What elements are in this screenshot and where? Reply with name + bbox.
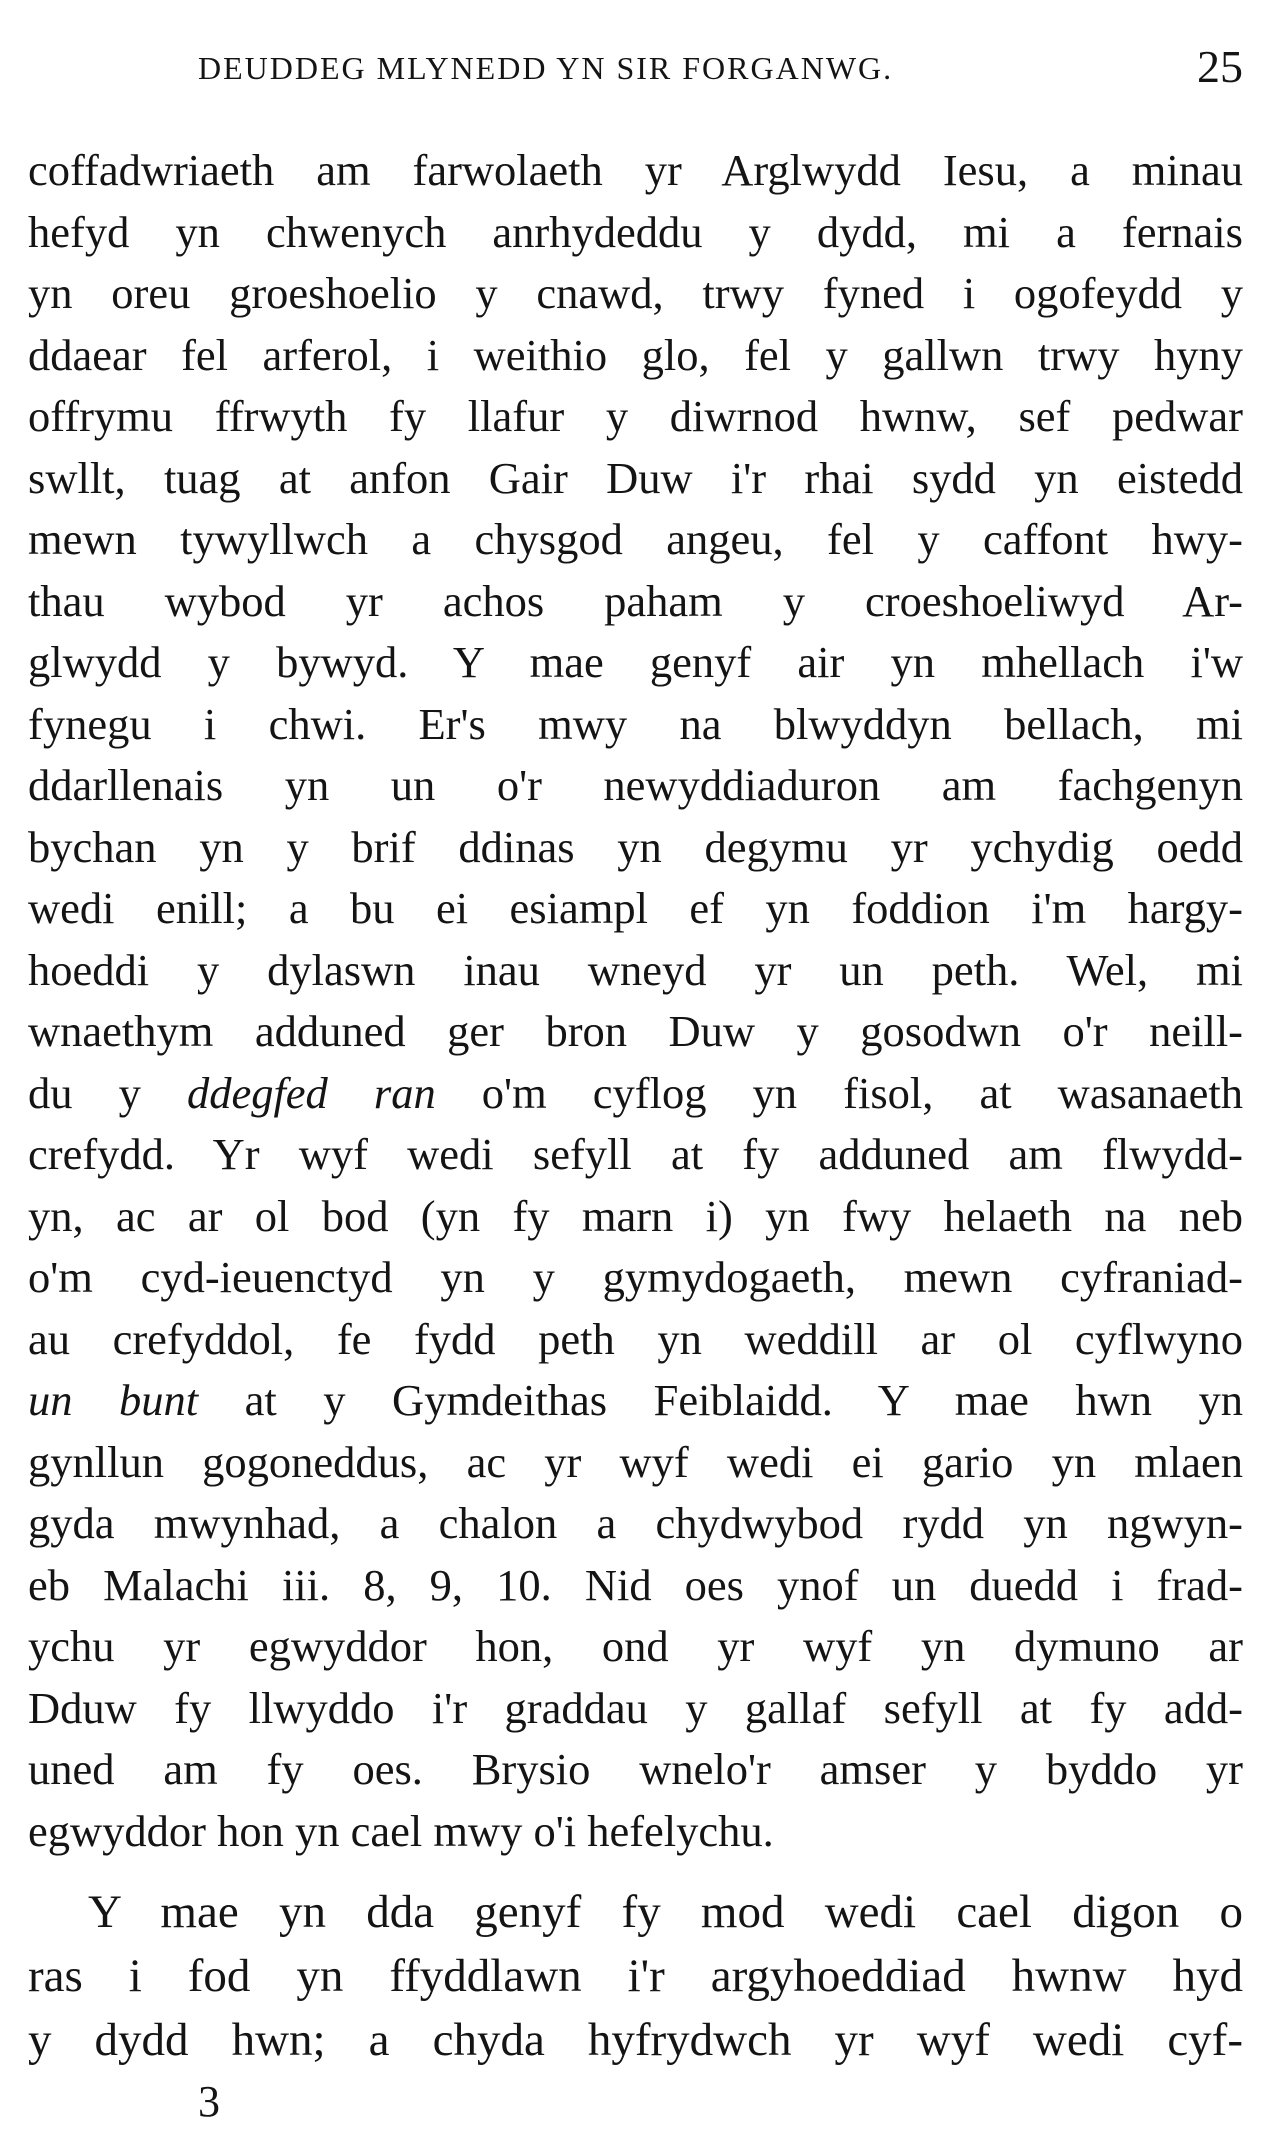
paragraph-1 [28, 140, 1243, 1862]
text-line: au crefyddol, fe fydd peth yn weddill ar ol cyflwyno [28, 1313, 1243, 1364]
text-line: hefyd yn chwenych anrhydeddu y dydd, mi a fernais [28, 206, 1243, 257]
signature-mark: 3 [198, 2077, 220, 2126]
line-segment: at y Gymdeithas Feiblaidd. Y mae hwn yn [198, 1375, 1243, 1425]
line-segment: du y [28, 1067, 187, 1118]
text-line: thau wybod yr achos paham y croeshoeliwyd Ar- [28, 575, 1243, 626]
text-line: wnaethym adduned ger bron Duw y gosodwn o'r neill- [28, 1006, 1243, 1056]
text-line: uned am fy oes. Brysio wnelo'r amser y byddo yr [28, 1744, 1243, 1794]
text-line: gynllun gogoneddus, ac yr wyf wedi ei gario yn mlaen [28, 1436, 1243, 1487]
text-line: ychu yr egwyddor hon, ond yr wyf yn dymuno ar [28, 1621, 1243, 1671]
text-line-with-italic [28, 1063, 1243, 1125]
running-head [28, 40, 1243, 110]
text-line: gyda mwynhad, a chalon a chydwybod rydd yn ngwyn- [28, 1498, 1243, 1548]
text-line: eb Malachi iii. 8, 9, 10. Nid oes ynof un duedd i frad- [28, 1559, 1243, 1610]
text-line: bychan yn y brif ddinas yn degymu yr ychydig oedd [28, 821, 1243, 872]
text-line: Y mae yn dda genyf fy mod wedi cael digon o [88, 1886, 1243, 1938]
running-title: DEUDDEG MLYNEDD YN SIR FORGANWG. [198, 50, 894, 86]
page-number: 25 [1197, 41, 1243, 92]
text-line: glwydd y bywyd. Y mae genyf air yn mhellach i'w [28, 637, 1243, 687]
text-line: Dduw fy llwyddo i'r graddau y gallaf sefyll at fy add- [28, 1682, 1243, 1733]
text-line: mewn tywyllwch a chysgod angeu, fel y caffont hwy- [28, 514, 1243, 564]
text-line: offrymu ffrwyth fy llafur y diwrnod hwnw, sef pedwar [28, 391, 1243, 441]
text-line: ras i fod yn ffyddlawn i'r argyhoeddiad hwnw hyd [28, 1950, 1243, 2002]
text-line: o'm cyd-ieuenctyd yn y gymydogaeth, mewn cyfraniad- [28, 1252, 1243, 1302]
paragraph-2 [28, 1880, 1243, 2072]
book-page [28, 0, 1243, 2139]
text-line: egwyddor hon yn cael mwy o'i hefelychu. [28, 1805, 774, 1856]
text-line: wedi enill; a bu ei esiampl ef yn foddion i'm hargy- [28, 883, 1243, 933]
text-line: yn oreu groeshoelio y cnawd, trwy fyned i ogofeydd y [28, 268, 1243, 318]
text-line: crefydd. Yr wyf wedi sefyll at fy adduned am flwydd- [28, 1129, 1243, 1179]
italic-phrase: ddegfed ran [186, 1067, 436, 1118]
text-line: ddarllenais yn un o'r newyddiaduron am fachgenyn [28, 760, 1243, 810]
text-line: hoeddi y dylaswn inau wneyd yr un peth. Wel, mi [28, 944, 1243, 995]
text-line: swllt, tuag at anfon Gair Duw i'r rhai sydd yn eistedd [28, 452, 1243, 503]
text-line: ddaear fel arferol, i weithio glo, fel y gallwn trwy hyny [28, 329, 1243, 380]
text-line-with-italic [28, 1370, 1243, 1432]
text-line: y dydd hwn; a chyda hyfrydwch yr wyf wedi cyf- [28, 2014, 1243, 2066]
line-segment: o'm cyflog yn fisol, at wasanaeth [435, 1067, 1243, 1118]
text-line: fynegu i chwi. Er's mwy na blwyddyn bellach, mi [28, 698, 1243, 749]
text-line: coffadwriaeth am farwolaeth yr Arglwydd Iesu, a minau [28, 145, 1243, 195]
text-line: yn, ac ar ol bod (yn fy marn i) yn fwy helaeth na neb [28, 1190, 1243, 1241]
italic-phrase: un bunt [28, 1375, 199, 1425]
